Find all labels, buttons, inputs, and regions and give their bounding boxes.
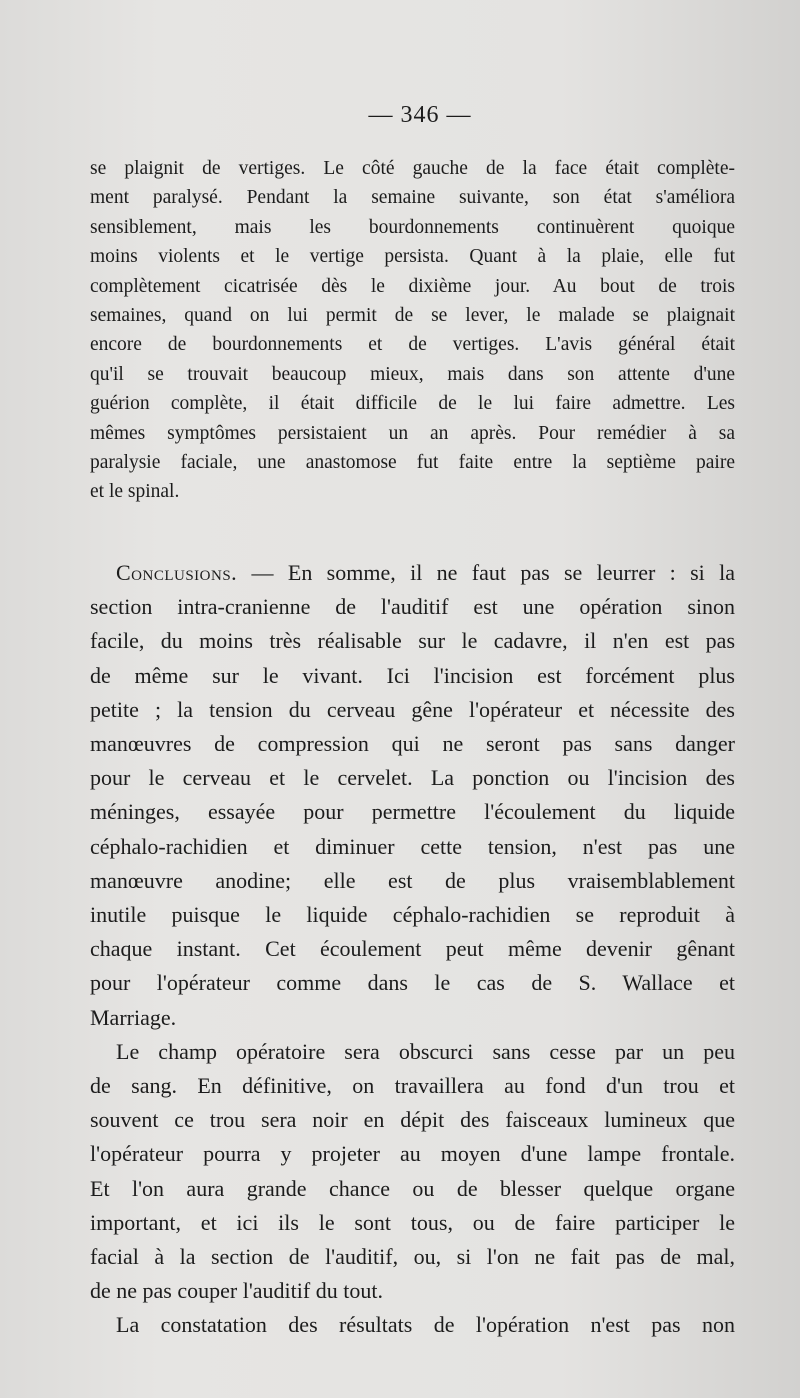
text-line: manœuvres de compression qui ne seront pas sans danger bbox=[90, 731, 735, 757]
text-line: complètement cicatrisée dès le dixième jour. Au bout de trois bbox=[90, 275, 735, 297]
text-line: mêmes symptômes persistaient un an après. Pour remédier à sa bbox=[90, 422, 735, 444]
text-line: manœuvre anodine; elle est de plus vraisemblablement bbox=[90, 867, 735, 893]
text-line: pour l'opérateur comme dans le cas de S. Wallace et bbox=[90, 970, 735, 996]
page-number: — 346 — bbox=[368, 102, 472, 128]
text-line: pour le cerveau et le cervelet. La ponction ou l'incision des bbox=[90, 765, 735, 791]
conclusions-heading: Conclusions. bbox=[116, 560, 238, 585]
text-line: Le champ opératoire sera obscurci sans cesse par un peu bbox=[116, 1038, 735, 1064]
text-line: facial à la section de l'auditif, ou, si l'on ne fait pas de mal, bbox=[90, 1244, 735, 1270]
text-line: facile, du moins très réalisable sur le cadavre, il n'en est pas bbox=[90, 628, 735, 654]
text-line: petite ; la tension du cerveau gêne l'opérateur et nécessite des bbox=[90, 696, 735, 722]
text-line: Et l'on aura grande chance ou de blesser quelque organe bbox=[90, 1175, 735, 1201]
text-line: souvent ce trou sera noir en dépit des faisceaux lumineux que bbox=[90, 1107, 735, 1133]
text-line: Marriage. bbox=[90, 1004, 177, 1030]
text-line: important, et ici ils le sont tous, ou de faire participer le bbox=[90, 1209, 735, 1235]
text-line: et le spinal. bbox=[90, 481, 180, 503]
text-line: se plaignit de vertiges. Le côté gauche de la face était complète- bbox=[90, 158, 735, 179]
text-line: sensiblement, mais les bourdonnements continuèrent quoique bbox=[90, 216, 735, 238]
text-line-rest: — En somme, il ne faut pas se leurrer : si la bbox=[251, 560, 736, 585]
text-line: inutile puisque le liquide céphalo-rachidien se reproduit à bbox=[90, 902, 735, 928]
conclusions-first-line bbox=[90, 556, 735, 590]
text-line: encore de bourdonnements et de vertiges. L'avis général était bbox=[90, 334, 735, 356]
text-line: ment paralysé. Pendant la semaine suivante, son état s'améliora bbox=[90, 187, 735, 209]
text-line: La constatation des résultats de l'opération n'est pas non bbox=[116, 1312, 735, 1338]
text-line: de sang. En définitive, on travaillera au fond d'un trou et bbox=[90, 1073, 735, 1099]
text-line: moins violents et le vertige persista. Quant à la plaie, elle fut bbox=[90, 246, 735, 268]
paragraph-case-report bbox=[90, 154, 735, 507]
text-line: méninges, essayée pour permettre l'écoulement du liquide bbox=[90, 799, 735, 825]
text-line: paralysie faciale, une anastomose fut faite entre la septième paire bbox=[90, 452, 735, 474]
text-line: céphalo-rachidien et diminuer cette tension, n'est pas une bbox=[90, 833, 735, 859]
text-line: section intra-cranienne de l'auditif est une opération sinon bbox=[90, 594, 735, 620]
text-line: semaines, quand on lui permit de se lever, le malade se plaignait bbox=[90, 305, 735, 327]
text-line: de ne pas couper l'auditif du tout. bbox=[90, 1278, 383, 1304]
text-line: de même sur le vivant. Ici l'incision est forcément plus bbox=[90, 662, 735, 688]
conclusions-section bbox=[90, 556, 735, 1343]
text-line: l'opérateur pourra y projeter au moyen d'une lampe frontale. bbox=[90, 1141, 735, 1167]
text-line: qu'il se trouvait beaucoup mieux, mais dans son attente d'une bbox=[90, 363, 735, 385]
text-line: guérion complète, il était difficile de le lui faire admettre. Les bbox=[90, 393, 735, 415]
text-line: chaque instant. Cet écoulement peut même devenir gênant bbox=[90, 936, 735, 962]
